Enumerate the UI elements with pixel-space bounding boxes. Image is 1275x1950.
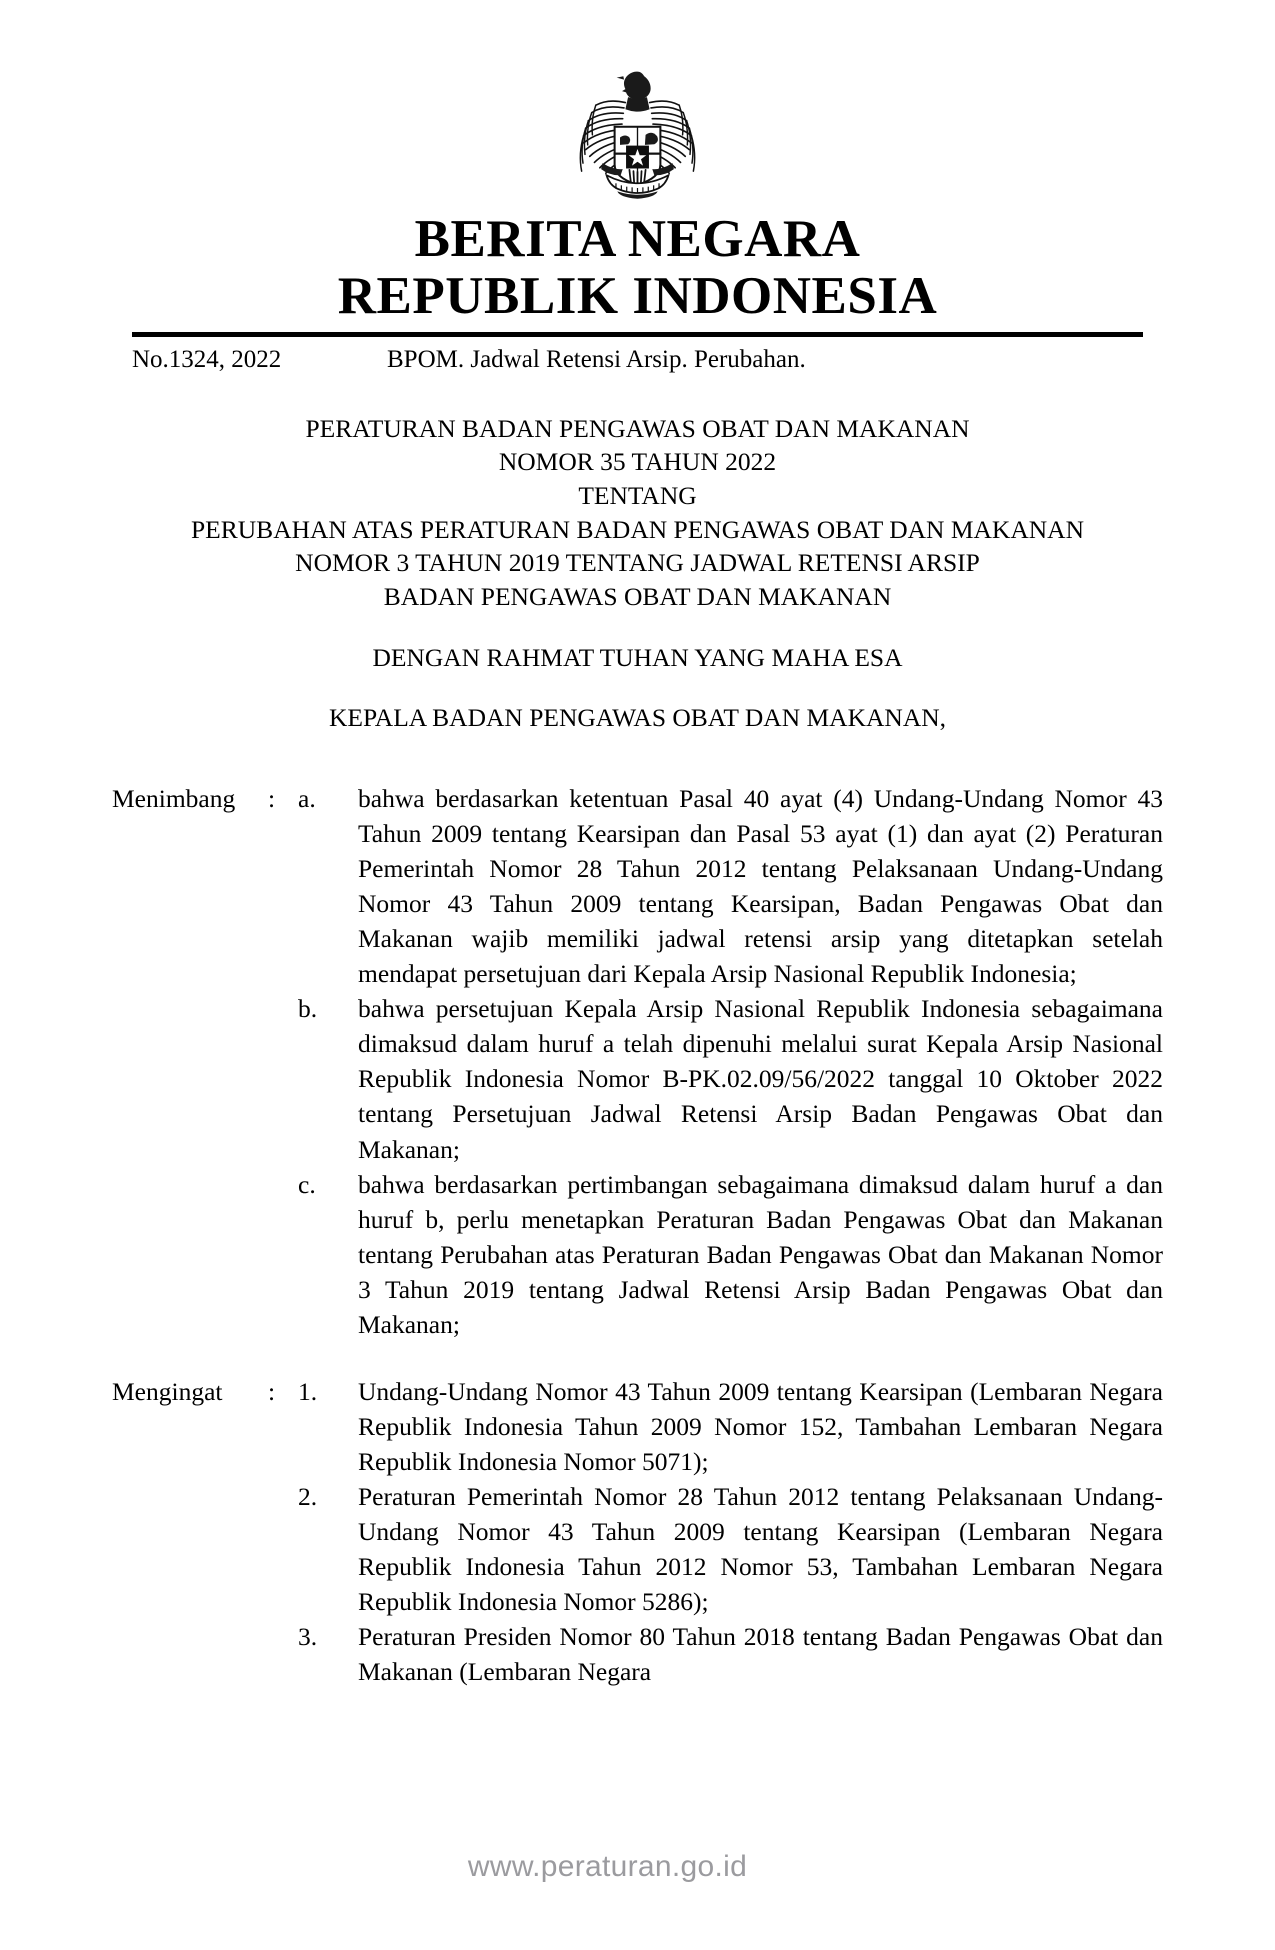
mengingat-text-2: Peraturan Pemerintah Nomor 28 Tahun 2012 tentang Pelaksanaan Undang-Undang Nomor 43 Tahun 2009 tentang Kearsipan (Lembaran Negara Republik Indonesia Tahun 2012 Nomor 53, Tambahan Lembaran Negara Republik Indonesia Nomor 5286); [358,1482,1163,1617]
title-line-5: NOMOR 3 TAHUN 2019 TENTANG JADWAL RETENSI ARSIP [295,548,980,578]
menimbang-label: Menimbang [112,783,236,813]
title-line-2: NOMOR 35 TAHUN 2022 [498,447,777,477]
menimbang-text-b: bahwa persetujuan Kepala Arsip Nasional Republik Indonesia sebagaimana dimaksud dalam huruf a telah dipenuhi melalui surat Kepala Arsip Nasional Republik Indonesia Nomor B-PK.02.09/56/2022 tanggal 10 Oktober 2022 tentang Persetujuan Jadwal Retensi Arsip Badan Pengawas Obat dan Makanan; [358,994,1163,1164]
blessing-line: DENGAN RAHMAT TUHAN YANG MAHA ESA [372,642,903,672]
menimbang-marker-a: a. [298,783,316,813]
mengingat-text-3: Peraturan Presiden Nomor 80 Tahun 2018 tentang Badan Pengawas Obat dan Makanan (Lembaran Negara [358,1622,1163,1687]
masthead-title-line-2: REPUBLIK INDONESIA [337,266,938,325]
garuda-pancasila-emblem [550,62,725,207]
mengingat-marker-1: 1. [298,1376,318,1406]
section-spacer [112,1342,1163,1374]
menimbang-item-b [112,991,1163,1166]
title-line-6: BADAN PENGAWAS OBAT DAN MAKANAN [383,581,892,611]
title-spacer-1 [112,614,1163,641]
mengingat-marker-2: 2. [298,1482,318,1512]
mengingat-colon: : [268,1376,276,1406]
mengingat-item-1 [112,1374,1163,1479]
menimbang-item-c [112,1167,1163,1342]
gazette-number-row [132,337,1143,375]
title-spacer-2 [112,674,1163,701]
title-line-4: PERUBAHAN ATAS PERATURAN BADAN PENGAWAS OBAT DAN MAKANAN [191,514,1084,544]
title-line-1: PERATURAN BADAN PENGAWAS OBAT DAN MAKANAN [305,413,970,443]
menimbang-marker-c: c. [298,1169,316,1199]
mengingat-label: Mengingat [112,1376,223,1406]
mengingat-item-3 [112,1619,1163,1689]
gazette-subject: BPOM. Jadwal Retensi Arsip. Perubahan. [387,346,806,374]
page-watermark: www.peraturan.go.id [467,1850,748,1883]
title-line-3: TENTANG [578,480,697,510]
menimbang-marker-b: b. [298,994,318,1024]
menimbang-colon: : [268,783,276,813]
mengingat-item-2 [112,1479,1163,1619]
regulation-title-block [112,376,1163,735]
masthead-title-line-1: BERITA NEGARA [414,210,861,268]
menimbang-text-c: bahwa berdasarkan pertimbangan sebagaimana dimaksud dalam huruf a dan huruf b, perlu menetapkan Peraturan Badan Pengawas Obat dan Makanan tentang Perubahan atas Peraturan Badan Pengawas Obat dan Makanan Nomor 3 Tahun 2019 tentang Jadwal Retensi Arsip Badan Pengawas Obat dan Makanan; [358,1169,1163,1339]
mengingat-text-1: Undang-Undang Nomor 43 Tahun 2009 tentang Kearsipan (Lembaran Negara Republik Indonesia Tahun 2009 Nomor 152, Tambahan Lembaran Negara Republik Indonesia Nomor 5071); [358,1376,1163,1477]
regulation-body [112,735,1163,1690]
authority-line: KEPALA BADAN PENGAWAS OBAT DAN MAKANAN, [328,703,947,733]
gazette-number: No.1324, 2022 [132,346,282,374]
mengingat-marker-3: 3. [298,1622,318,1652]
menimbang-text-a: bahwa berdasarkan ketentuan Pasal 40 ayat (4) Undang-Undang Nomor 43 Tahun 2009 tentang Kearsipan dan Pasal 53 ayat (1) dan ayat (2) Peraturan Pemerintah Nomor 28 Tahun 2012 tentang Pelaksanaan Undang-Undang Nomor 43 Tahun 2009 tentang Kearsipan, Badan Pengawas Obat dan Makanan wajib memiliki jadwal retensi arsip yang ditetapkan setelah mendapat persetujuan dari Kepala Arsip Nasional Republik Indonesia; [358,783,1163,989]
masthead [0,0,1275,376]
menimbang-item-a [112,781,1163,991]
